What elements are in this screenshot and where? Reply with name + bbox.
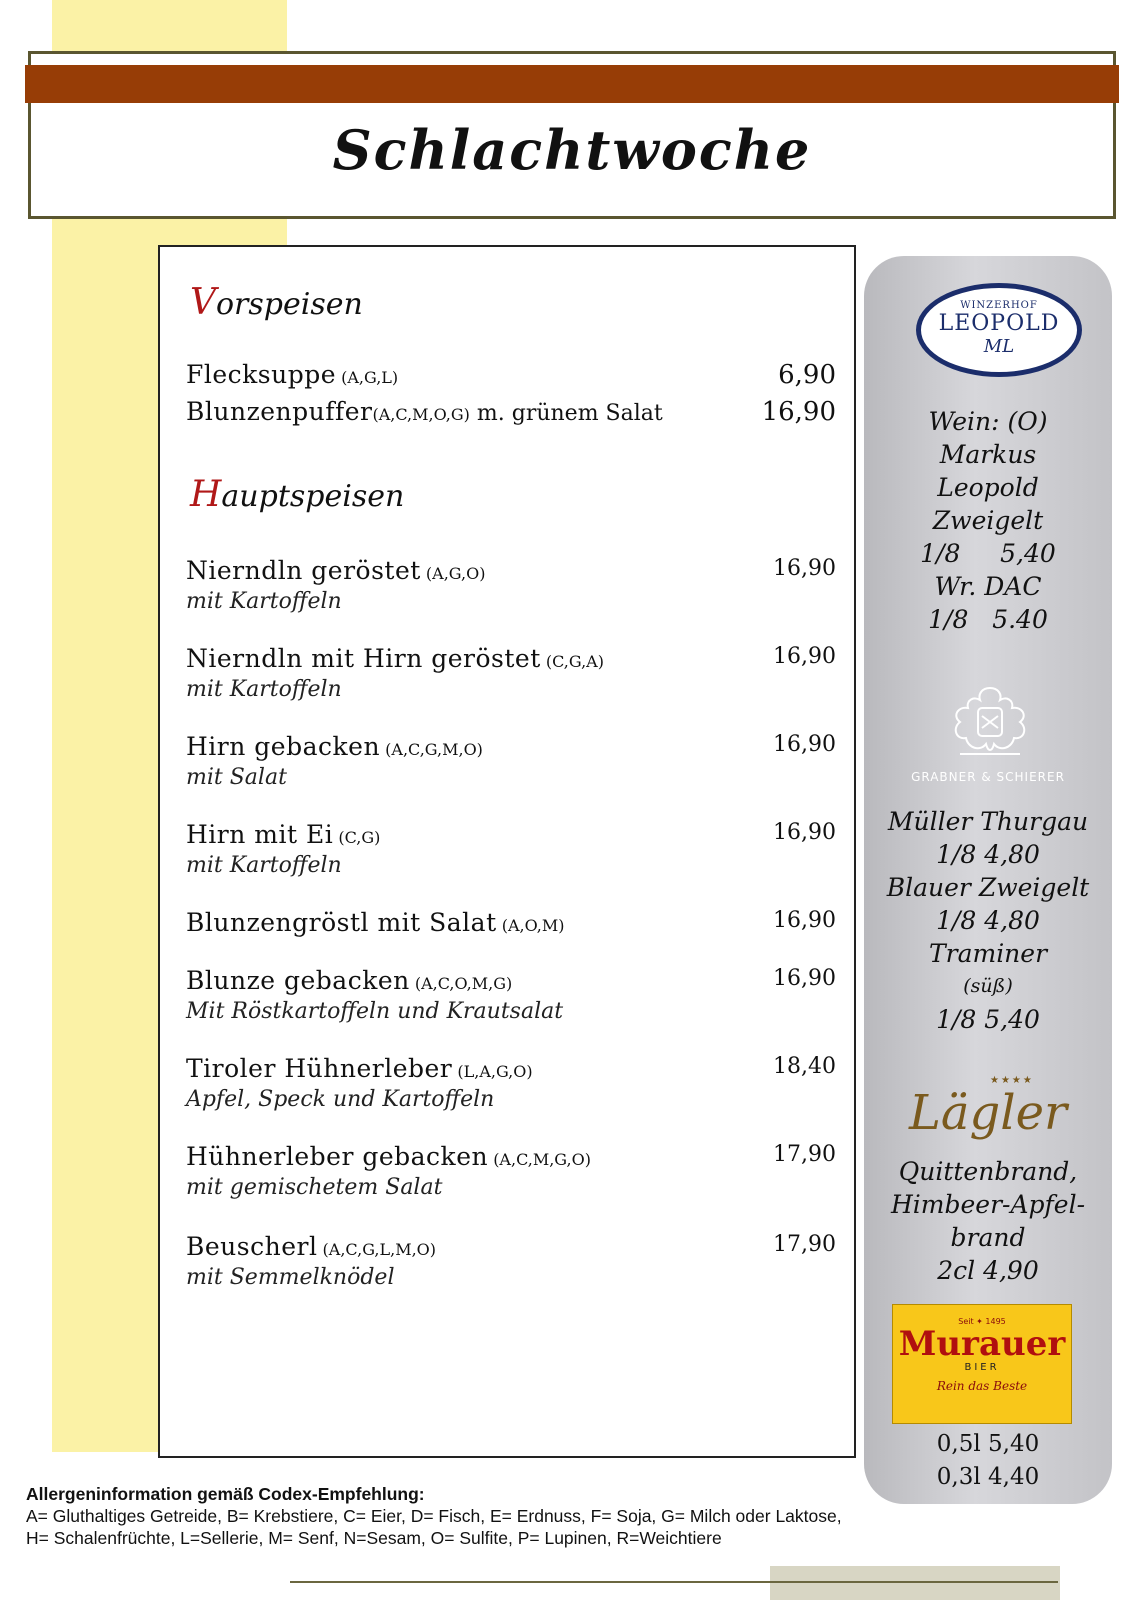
page-title: Schlachtwoche <box>332 118 812 182</box>
menu-item: Hirn mit Ei (C,G) mit Kartoffeln 16,90 <box>186 820 836 878</box>
grabner-crest-icon <box>930 682 1050 762</box>
section-title-vorspeisen: Vorspeisen <box>190 282 363 323</box>
menu-item: Blunzenpuffer(A,C,M,O,G) m. grünem Salat 16,90 <box>186 397 836 427</box>
section-title-hauptspeisen: Hauptspeisen <box>190 474 405 515</box>
wine-grabner-text: Müller Thurgau 1/8 4,80 Blauer Zweigelt 1/8 4,80 Traminer (süß) 1/8 5,40 <box>886 807 1090 1034</box>
laegler-logo: Lägler <box>909 1085 1067 1141</box>
header-bar <box>25 65 1119 103</box>
allergen-info: Allergeninformation gemäß Codex-Empfehlung: A= Gluthaltiges Getreide, B= Krebstiere, C= Eier, D= Fisch, E= Erdnuss, F= Soja, G= Milch oder Laktose, H= Schalenfrüchte, L=Sellerie, M= Senf, N=Sesam, O= Sulfite, P= Lupinen, R=Weichtiere <box>26 1484 842 1548</box>
menu-item: Hühnerleber gebacken (A,C,M,G,O) mit gemischetem Salat 17,90 <box>186 1142 836 1200</box>
laegler-stars: ★★★★ <box>990 1075 1034 1086</box>
menu-item: Flecksuppe (A,G,L) 6,90 <box>186 360 836 390</box>
leopold-logo: WINZERHOF LEOPOLD ML <box>916 283 1082 377</box>
beer-prices: 0,5l 5,40 0,3l 4,40 <box>936 1431 1040 1490</box>
menu-item: Nierndln geröstet (A,G,O) mit Kartoffeln 16,90 <box>186 556 836 614</box>
menu-item: Blunze gebacken (A,C,O,M,G) Mit Röstkartoffeln und Krautsalat 16,90 <box>186 966 836 1024</box>
footer-box <box>770 1566 1060 1600</box>
brandy-text: Quittenbrand, Himbeer-Apfel- brand 2cl 4,90 <box>890 1157 1086 1285</box>
menu-item: Beuscherl (A,C,G,L,M,O) mit Semmelknödel 17,90 <box>186 1232 836 1290</box>
grabner-schierer-logo: GRABNER & SCHIERER <box>911 770 1065 784</box>
menu-item: Hirn gebacken (A,C,G,M,O) mit Salat 16,90 <box>186 732 836 790</box>
wine-leopold-text: Wein: (O) Markus Leopold Zweigelt 1/8 5,40 Wr. DAC 1/8 5.40 <box>920 407 1056 634</box>
menu-item: Nierndln mit Hirn geröstet (C,G,A) mit Kartoffeln 16,90 <box>186 644 836 702</box>
menu-item: Tiroler Hühnerleber (L,A,G,O) Apfel, Speck und Kartoffeln 18,40 <box>186 1054 836 1112</box>
menu-item: Blunzengröstl mit Salat (A,O,M) 16,90 <box>186 908 836 937</box>
footer-line <box>290 1581 1058 1583</box>
murauer-logo: Seit ✦ 1495 Murauer BIER Rein das Beste <box>892 1304 1072 1424</box>
